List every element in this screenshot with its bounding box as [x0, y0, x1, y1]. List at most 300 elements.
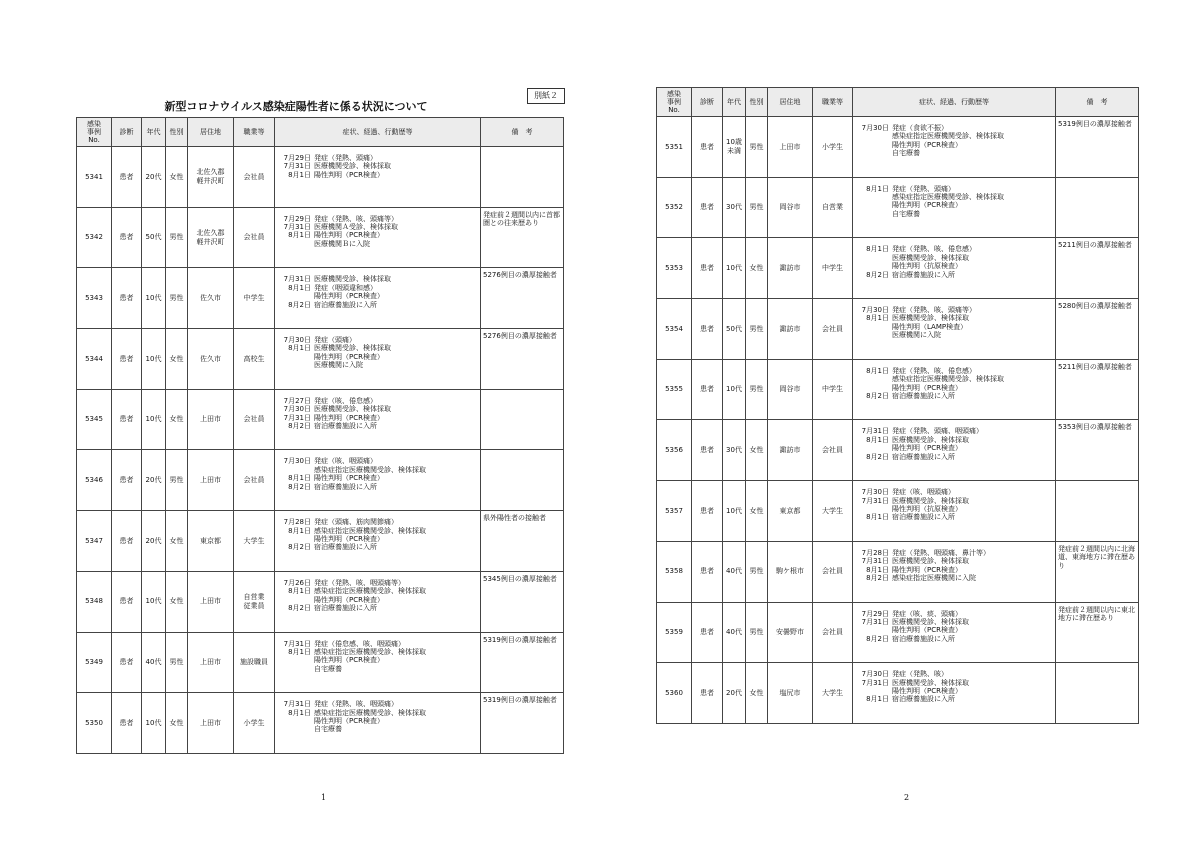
- entry-date: 7月31日: [283, 223, 311, 232]
- timeline-entry: [283, 292, 478, 300]
- timeline-entry: [861, 185, 1053, 193]
- diagnosis-cell: 患者: [692, 177, 723, 238]
- symptoms-cell: [853, 359, 1056, 420]
- occupation-cell: 中学生: [234, 268, 275, 329]
- timeline-entry: [861, 210, 1053, 218]
- entry-date: 8月2日: [288, 543, 311, 552]
- entry-text: 感染症指定医療機関受診、検体採取: [314, 647, 426, 656]
- timeline-entry: [283, 344, 478, 352]
- case-number-cell: 5346: [77, 450, 112, 511]
- entry-date: 7月31日: [861, 496, 889, 505]
- notes-cell: 5280例目の濃厚接触者: [1056, 299, 1139, 360]
- timeline-entry: [861, 610, 1053, 618]
- entry-text: 医療機関に入院: [892, 331, 941, 340]
- entry-text: 発症（食欲不振）: [892, 124, 948, 132]
- timeline-entry: [283, 709, 478, 717]
- col-header-no: 感染 事例 No.: [657, 88, 692, 117]
- entry-date: 7月26日: [283, 578, 311, 587]
- case-number-cell: 5360: [657, 663, 692, 724]
- case-number-cell: 5359: [657, 602, 692, 663]
- timeline-entry: [283, 700, 478, 708]
- entry-date: 7月28日: [861, 548, 889, 557]
- entry-text: 医療機関受診、検体採取: [892, 557, 969, 566]
- sex-cell: 男性: [746, 177, 768, 238]
- entry-date: 8月1日: [866, 366, 889, 375]
- symptoms-cell: [853, 602, 1056, 663]
- entry-date: 7月30日: [861, 670, 889, 679]
- timeline-entry: [283, 656, 478, 664]
- age-cell: 10代: [723, 359, 746, 420]
- entry-text: 宿泊療養施設に入所: [314, 603, 377, 612]
- residence-cell: 上田市: [188, 571, 234, 632]
- timeline-entry: [283, 604, 478, 612]
- case-number-cell: 5357: [657, 481, 692, 542]
- timeline-entry: [283, 579, 478, 587]
- entry-text: 医療機関に入院: [314, 361, 363, 370]
- age-cell: 40代: [723, 602, 746, 663]
- symptoms-cell: [275, 571, 481, 632]
- timeline-entry: [861, 314, 1053, 322]
- residence-cell: 諏訪市: [768, 299, 813, 360]
- table-row: [657, 481, 1139, 542]
- entry-text: 発症（発熱、咳、倦怠感）: [892, 366, 976, 375]
- age-cell: 40代: [142, 632, 166, 693]
- occupation-cell: 小学生: [813, 117, 853, 178]
- timeline-entry: [861, 497, 1053, 505]
- sex-cell: 男性: [166, 207, 188, 268]
- table-row: [77, 207, 564, 268]
- symptoms-cell: [853, 177, 1056, 238]
- entry-text: 陽性判明（PCR検査）: [892, 686, 962, 695]
- case-number-cell: 5351: [657, 117, 692, 178]
- timeline-entry: [283, 353, 478, 361]
- table-row: [77, 632, 564, 693]
- entry-text: 発症（発熱、頭痛）: [892, 184, 955, 193]
- timeline-entry: [283, 518, 478, 526]
- entry-date: 7月30日: [861, 488, 889, 497]
- entry-date: 7月30日: [283, 457, 311, 466]
- age-cell: 10代: [142, 389, 166, 450]
- entry-text: 発症（発熱、咽頭痛、鼻汁等）: [892, 548, 990, 557]
- entry-text: 医療機関Ｂに入院: [314, 239, 370, 248]
- residence-cell: 佐久市: [188, 329, 234, 390]
- diagnosis-cell: 患者: [692, 602, 723, 663]
- timeline-entry: [283, 665, 478, 673]
- table-row: [657, 359, 1139, 420]
- entry-text: 陽性判明（PCR検査）: [314, 170, 384, 179]
- sex-cell: 女性: [746, 238, 768, 299]
- notes-cell: 5211例目の濃厚接触者: [1056, 238, 1139, 299]
- entry-text: 宿泊療養施設に入所: [892, 634, 955, 643]
- table-row: [77, 268, 564, 329]
- case-number-cell: 5345: [77, 389, 112, 450]
- col-header-diag: 診断: [112, 118, 142, 147]
- entry-date: 7月30日: [861, 306, 889, 315]
- entry-date: 8月2日: [866, 270, 889, 279]
- entry-text: 陽性判明（PCR検査）: [892, 626, 962, 635]
- case-number-cell: 5352: [657, 177, 692, 238]
- table-row: [657, 299, 1139, 360]
- notes-cell: [1056, 177, 1139, 238]
- table-row: [77, 571, 564, 632]
- timeline-entry: [283, 596, 478, 604]
- col-header-symptoms: 症状、経過、行動歴等: [275, 118, 481, 147]
- entry-text: 陽性判明（PCR検査）: [314, 352, 384, 361]
- sex-cell: 女性: [166, 329, 188, 390]
- table-header-row: [77, 118, 564, 147]
- entry-text: 感染症指定医療機関受診、検体採取: [314, 587, 426, 596]
- residence-cell: 東京都: [188, 511, 234, 572]
- entry-text: 感染症指定医療機関受診、検体採取: [314, 465, 426, 474]
- age-cell: 20代: [142, 147, 166, 208]
- entry-date: 7月31日: [283, 700, 311, 709]
- col-header-job: 職業等: [813, 88, 853, 117]
- entry-text: 宿泊療養施設に入所: [892, 391, 955, 400]
- document-title: 新型コロナウイルス感染症陽性者に係る状況について: [164, 100, 428, 113]
- case-number-cell: 5358: [657, 541, 692, 602]
- residence-cell: 上田市: [188, 632, 234, 693]
- timeline-entry: [861, 513, 1053, 521]
- entry-text: 感染症指定医療機関受診、検体採取: [892, 132, 1004, 141]
- entry-text: 自宅療養: [314, 664, 342, 673]
- notes-cell: 県外陽性者の接触者: [481, 511, 564, 572]
- sex-cell: 男性: [746, 359, 768, 420]
- entry-date: 8月1日: [288, 231, 311, 240]
- entry-date: 8月2日: [866, 452, 889, 461]
- case-number-cell: 5344: [77, 329, 112, 390]
- table-row: [657, 238, 1139, 299]
- diagnosis-cell: 患者: [112, 693, 142, 754]
- age-cell: 30代: [723, 177, 746, 238]
- entry-text: 感染症指定医療機関受診、検体採取: [892, 375, 1004, 384]
- entry-date: 7月29日: [861, 609, 889, 618]
- entry-text: 医療機関Ａ受診、検体採取: [314, 223, 398, 232]
- diagnosis-cell: 患者: [112, 511, 142, 572]
- entry-text: 陽性判明（PCR検査）: [314, 534, 384, 543]
- page-number: 2: [904, 793, 910, 802]
- notes-cell: 5276例目の濃厚接触者: [481, 268, 564, 329]
- entry-text: 発症（倦怠感、咳、咽頭痛）: [314, 639, 405, 648]
- entry-text: 陽性判明（PCR検査）: [892, 565, 962, 574]
- sex-cell: 女性: [166, 147, 188, 208]
- occupation-cell: 大学生: [813, 663, 853, 724]
- occupation-cell: 中学生: [813, 359, 853, 420]
- table-row: [77, 329, 564, 390]
- occupation-cell: 会社員: [234, 450, 275, 511]
- entry-date: 7月31日: [861, 427, 889, 436]
- entry-date: 8月2日: [288, 300, 311, 309]
- timeline-entry: [861, 549, 1053, 557]
- entry-text: 宿泊療養施設に入所: [892, 513, 955, 522]
- entry-date: 7月29日: [283, 214, 311, 223]
- symptoms-cell: [275, 207, 481, 268]
- case-number-cell: 5355: [657, 359, 692, 420]
- entry-text: 医療機関受診、検体採取: [892, 617, 969, 626]
- entry-text: 感染症指定医療機関受診、検体採取: [314, 708, 426, 717]
- entry-date: 7月27日: [283, 396, 311, 405]
- timeline-entry: [861, 392, 1053, 400]
- symptoms-cell: [275, 268, 481, 329]
- col-header-job: 職業等: [234, 118, 275, 147]
- occupation-cell: 会社員: [234, 207, 275, 268]
- notes-cell: [481, 450, 564, 511]
- sex-cell: 男性: [746, 117, 768, 178]
- age-cell: 10代: [142, 693, 166, 754]
- sex-cell: 女性: [746, 420, 768, 481]
- table-row: [77, 450, 564, 511]
- notes-cell: 5353例目の濃厚接触者: [1056, 420, 1139, 481]
- symptoms-cell: [853, 541, 1056, 602]
- timeline-entry: [283, 466, 478, 474]
- age-cell: 30代: [723, 420, 746, 481]
- symptoms-cell: [275, 329, 481, 390]
- entry-date: 8月1日: [288, 474, 311, 483]
- entry-text: 医療機関受診、検体採取: [314, 162, 391, 171]
- entry-text: 陽性判明（抗原検査）: [892, 504, 962, 513]
- entry-text: 発症（頭痛、筋肉関節痛）: [314, 518, 398, 527]
- symptoms-cell: [275, 450, 481, 511]
- age-cell: 40代: [723, 541, 746, 602]
- timeline-entry: [861, 323, 1053, 331]
- symptoms-cell: [275, 147, 481, 208]
- diagnosis-cell: 患者: [112, 632, 142, 693]
- entry-date: 8月1日: [288, 708, 311, 717]
- timeline-entry: [283, 527, 478, 535]
- timeline-entry: [283, 422, 478, 430]
- case-number-cell: 5353: [657, 238, 692, 299]
- timeline-entry: [861, 375, 1053, 383]
- entry-text: 発症（発熱、咳、咽頭痛）: [314, 700, 398, 709]
- entry-text: 自宅療養: [314, 725, 342, 734]
- table-row: [657, 420, 1139, 481]
- timeline-entry: [283, 725, 478, 733]
- entry-text: 宿泊療養施設に入所: [314, 482, 377, 491]
- residence-cell: 塩尻市: [768, 663, 813, 724]
- sex-cell: 男性: [166, 450, 188, 511]
- timeline-entry: [861, 271, 1053, 279]
- entry-text: 陽性判明（PCR検査）: [314, 292, 384, 301]
- residence-cell: 上田市: [188, 450, 234, 511]
- entry-text: 発症（咳、倦怠感）: [314, 396, 377, 405]
- table-row: [77, 511, 564, 572]
- timeline-entry: [861, 505, 1053, 513]
- entry-text: 感染症指定医療機関受診、検体採取: [892, 193, 1004, 202]
- page-number: 1: [321, 793, 327, 802]
- table-row: [657, 663, 1139, 724]
- occupation-cell: 高校生: [234, 329, 275, 390]
- timeline-entry: [283, 640, 478, 648]
- entry-date: 7月28日: [283, 518, 311, 527]
- timeline-entry: [861, 436, 1053, 444]
- entry-text: 陽性判明（PCR検査）: [314, 656, 384, 665]
- diagnosis-cell: 患者: [112, 450, 142, 511]
- table-row: [657, 117, 1139, 178]
- entry-date: 7月30日: [861, 124, 889, 132]
- residence-cell: 上田市: [768, 117, 813, 178]
- timeline-entry: [861, 427, 1053, 435]
- sex-cell: 女性: [166, 389, 188, 450]
- age-cell: 20代: [142, 511, 166, 572]
- entry-text: 医療機関受診、検体採取: [314, 405, 391, 414]
- occupation-cell: 小学生: [234, 693, 275, 754]
- entry-text: 医療機関受診、検体採取: [314, 275, 391, 284]
- entry-text: 陽性判明（PCR検査）: [314, 474, 384, 483]
- diagnosis-cell: 患者: [112, 329, 142, 390]
- notes-cell: [481, 147, 564, 208]
- symptoms-cell: [853, 299, 1056, 360]
- entry-text: 宿泊療養施設に入所: [314, 543, 377, 552]
- col-header-sex: 性別: [746, 88, 768, 117]
- timeline-entry: [283, 162, 478, 170]
- case-number-cell: 5343: [77, 268, 112, 329]
- case-number-cell: 5341: [77, 147, 112, 208]
- diagnosis-cell: 患者: [692, 359, 723, 420]
- entry-text: 発症（咳、痰、頭痛）: [892, 609, 962, 618]
- entry-text: 陽性判明（LAMP検査）: [892, 322, 968, 331]
- occupation-cell: 会社員: [813, 299, 853, 360]
- diagnosis-cell: 患者: [692, 420, 723, 481]
- diagnosis-cell: 患者: [692, 481, 723, 542]
- age-cell: 20代: [723, 663, 746, 724]
- entry-date: 8月1日: [288, 170, 311, 179]
- case-number-cell: 5347: [77, 511, 112, 572]
- timeline-entry: [861, 557, 1053, 565]
- symptoms-cell: [853, 238, 1056, 299]
- symptoms-cell: [853, 117, 1056, 178]
- age-cell: 10代: [142, 571, 166, 632]
- diagnosis-cell: 患者: [692, 541, 723, 602]
- timeline-entry: [861, 566, 1053, 574]
- notes-cell: [1056, 663, 1139, 724]
- col-header-notes: 備 考: [1056, 88, 1139, 117]
- entry-date: 8月1日: [866, 565, 889, 574]
- timeline-entry: [283, 457, 478, 465]
- timeline-entry: [283, 361, 478, 369]
- timeline-entry: [283, 240, 478, 248]
- entry-date: 7月29日: [283, 154, 311, 162]
- col-header-residence: 居住地: [768, 88, 813, 117]
- entry-text: 陽性判明（抗原検査）: [892, 262, 962, 271]
- entry-text: 医療機関受診、検体採取: [892, 435, 969, 444]
- sex-cell: 女性: [166, 511, 188, 572]
- entry-text: 発症（発熱、頭痛）: [314, 154, 377, 162]
- age-cell: 10歳 未満: [723, 117, 746, 178]
- entry-text: 発症（頭痛）: [314, 336, 356, 345]
- entry-text: 陽性判明（PCR検査）: [314, 716, 384, 725]
- notes-cell: 発症前２週間以内に首都圏との往来歴あり: [481, 207, 564, 268]
- entry-text: 医療機関受診、検体採取: [314, 344, 391, 353]
- diagnosis-cell: 患者: [112, 207, 142, 268]
- entry-text: 陽性判明（PCR検査）: [892, 383, 962, 392]
- cases-table-2: [656, 87, 1139, 724]
- entry-date: 7月31日: [283, 413, 311, 422]
- notes-cell: 5319例目の濃厚接触者: [1056, 117, 1139, 178]
- entry-text: 宿泊療養施設に入所: [892, 452, 955, 461]
- sex-cell: 女性: [166, 571, 188, 632]
- entry-date: 7月30日: [283, 336, 311, 345]
- timeline-entry: [861, 679, 1053, 687]
- entry-date: 8月2日: [866, 634, 889, 643]
- entry-date: 7月30日: [283, 405, 311, 414]
- entry-date: 8月1日: [288, 526, 311, 535]
- diagnosis-cell: 患者: [692, 663, 723, 724]
- timeline-entry: [861, 331, 1053, 339]
- entry-date: 8月1日: [288, 647, 311, 656]
- case-number-cell: 5342: [77, 207, 112, 268]
- diagnosis-cell: 患者: [112, 147, 142, 208]
- occupation-cell: 会社員: [234, 389, 275, 450]
- occupation-cell: 大学生: [234, 511, 275, 572]
- residence-cell: 岡谷市: [768, 359, 813, 420]
- table-row: [657, 177, 1139, 238]
- entry-text: 宿泊療養施設に入所: [314, 300, 377, 309]
- notes-cell: 5319例目の濃厚接触者: [481, 693, 564, 754]
- occupation-cell: 中学生: [813, 238, 853, 299]
- occupation-cell: 自営業 従業員: [234, 571, 275, 632]
- col-header-residence: 居住地: [188, 118, 234, 147]
- notes-cell: 発症前２週間以内に東北地方に滞在歴あり: [1056, 602, 1139, 663]
- residence-cell: 駒ケ根市: [768, 541, 813, 602]
- timeline-entry: [861, 201, 1053, 209]
- entry-text: 陽性判明（PCR検査）: [892, 140, 962, 149]
- sex-cell: 女性: [746, 481, 768, 542]
- col-header-age: 年代: [142, 118, 166, 147]
- diagnosis-cell: 患者: [112, 268, 142, 329]
- age-cell: 10代: [723, 481, 746, 542]
- occupation-cell: 施設職員: [234, 632, 275, 693]
- timeline-entry: [283, 215, 478, 223]
- entry-text: 宿泊療養施設に入所: [892, 270, 955, 279]
- entry-text: 発症（発熱、咳）: [892, 670, 948, 679]
- table-body-1: [77, 147, 564, 754]
- timeline-entry: [861, 384, 1053, 392]
- table-header-row: [657, 88, 1139, 117]
- timeline-entry: [861, 687, 1053, 695]
- timeline-entry: [861, 149, 1053, 157]
- entry-date: 8月1日: [866, 245, 889, 254]
- age-cell: 20代: [142, 450, 166, 511]
- timeline-entry: [861, 141, 1053, 149]
- residence-cell: 上田市: [188, 693, 234, 754]
- case-number-cell: 5348: [77, 571, 112, 632]
- entry-text: 医療機関受診、検体採取: [892, 678, 969, 687]
- residence-cell: 諏訪市: [768, 420, 813, 481]
- entry-date: 7月31日: [283, 639, 311, 648]
- entry-text: 陽性判明（PCR検査）: [314, 413, 384, 422]
- entry-date: 8月1日: [866, 184, 889, 193]
- timeline-entry: [283, 543, 478, 551]
- residence-cell: 東京都: [768, 481, 813, 542]
- entry-date: 7月31日: [861, 557, 889, 566]
- sex-cell: 男性: [746, 299, 768, 360]
- symptoms-cell: [275, 511, 481, 572]
- entry-date: 8月1日: [866, 695, 889, 704]
- timeline-entry: [283, 275, 478, 283]
- entry-text: 陽性判明（PCR検査）: [892, 444, 962, 453]
- entry-text: 陽性判明（PCR検査）: [892, 201, 962, 210]
- timeline-entry: [283, 717, 478, 725]
- entry-date: 7月31日: [283, 275, 311, 284]
- table-row: [657, 602, 1139, 663]
- timeline-entry: [283, 587, 478, 595]
- notes-cell: 5319例目の濃厚接触者: [481, 632, 564, 693]
- timeline-entry: [283, 474, 478, 482]
- age-cell: 10代: [723, 238, 746, 299]
- table-row: [77, 389, 564, 450]
- entry-text: 医療機関受診、検体採取: [892, 253, 969, 262]
- timeline-entry: [283, 231, 478, 239]
- case-number-cell: 5354: [657, 299, 692, 360]
